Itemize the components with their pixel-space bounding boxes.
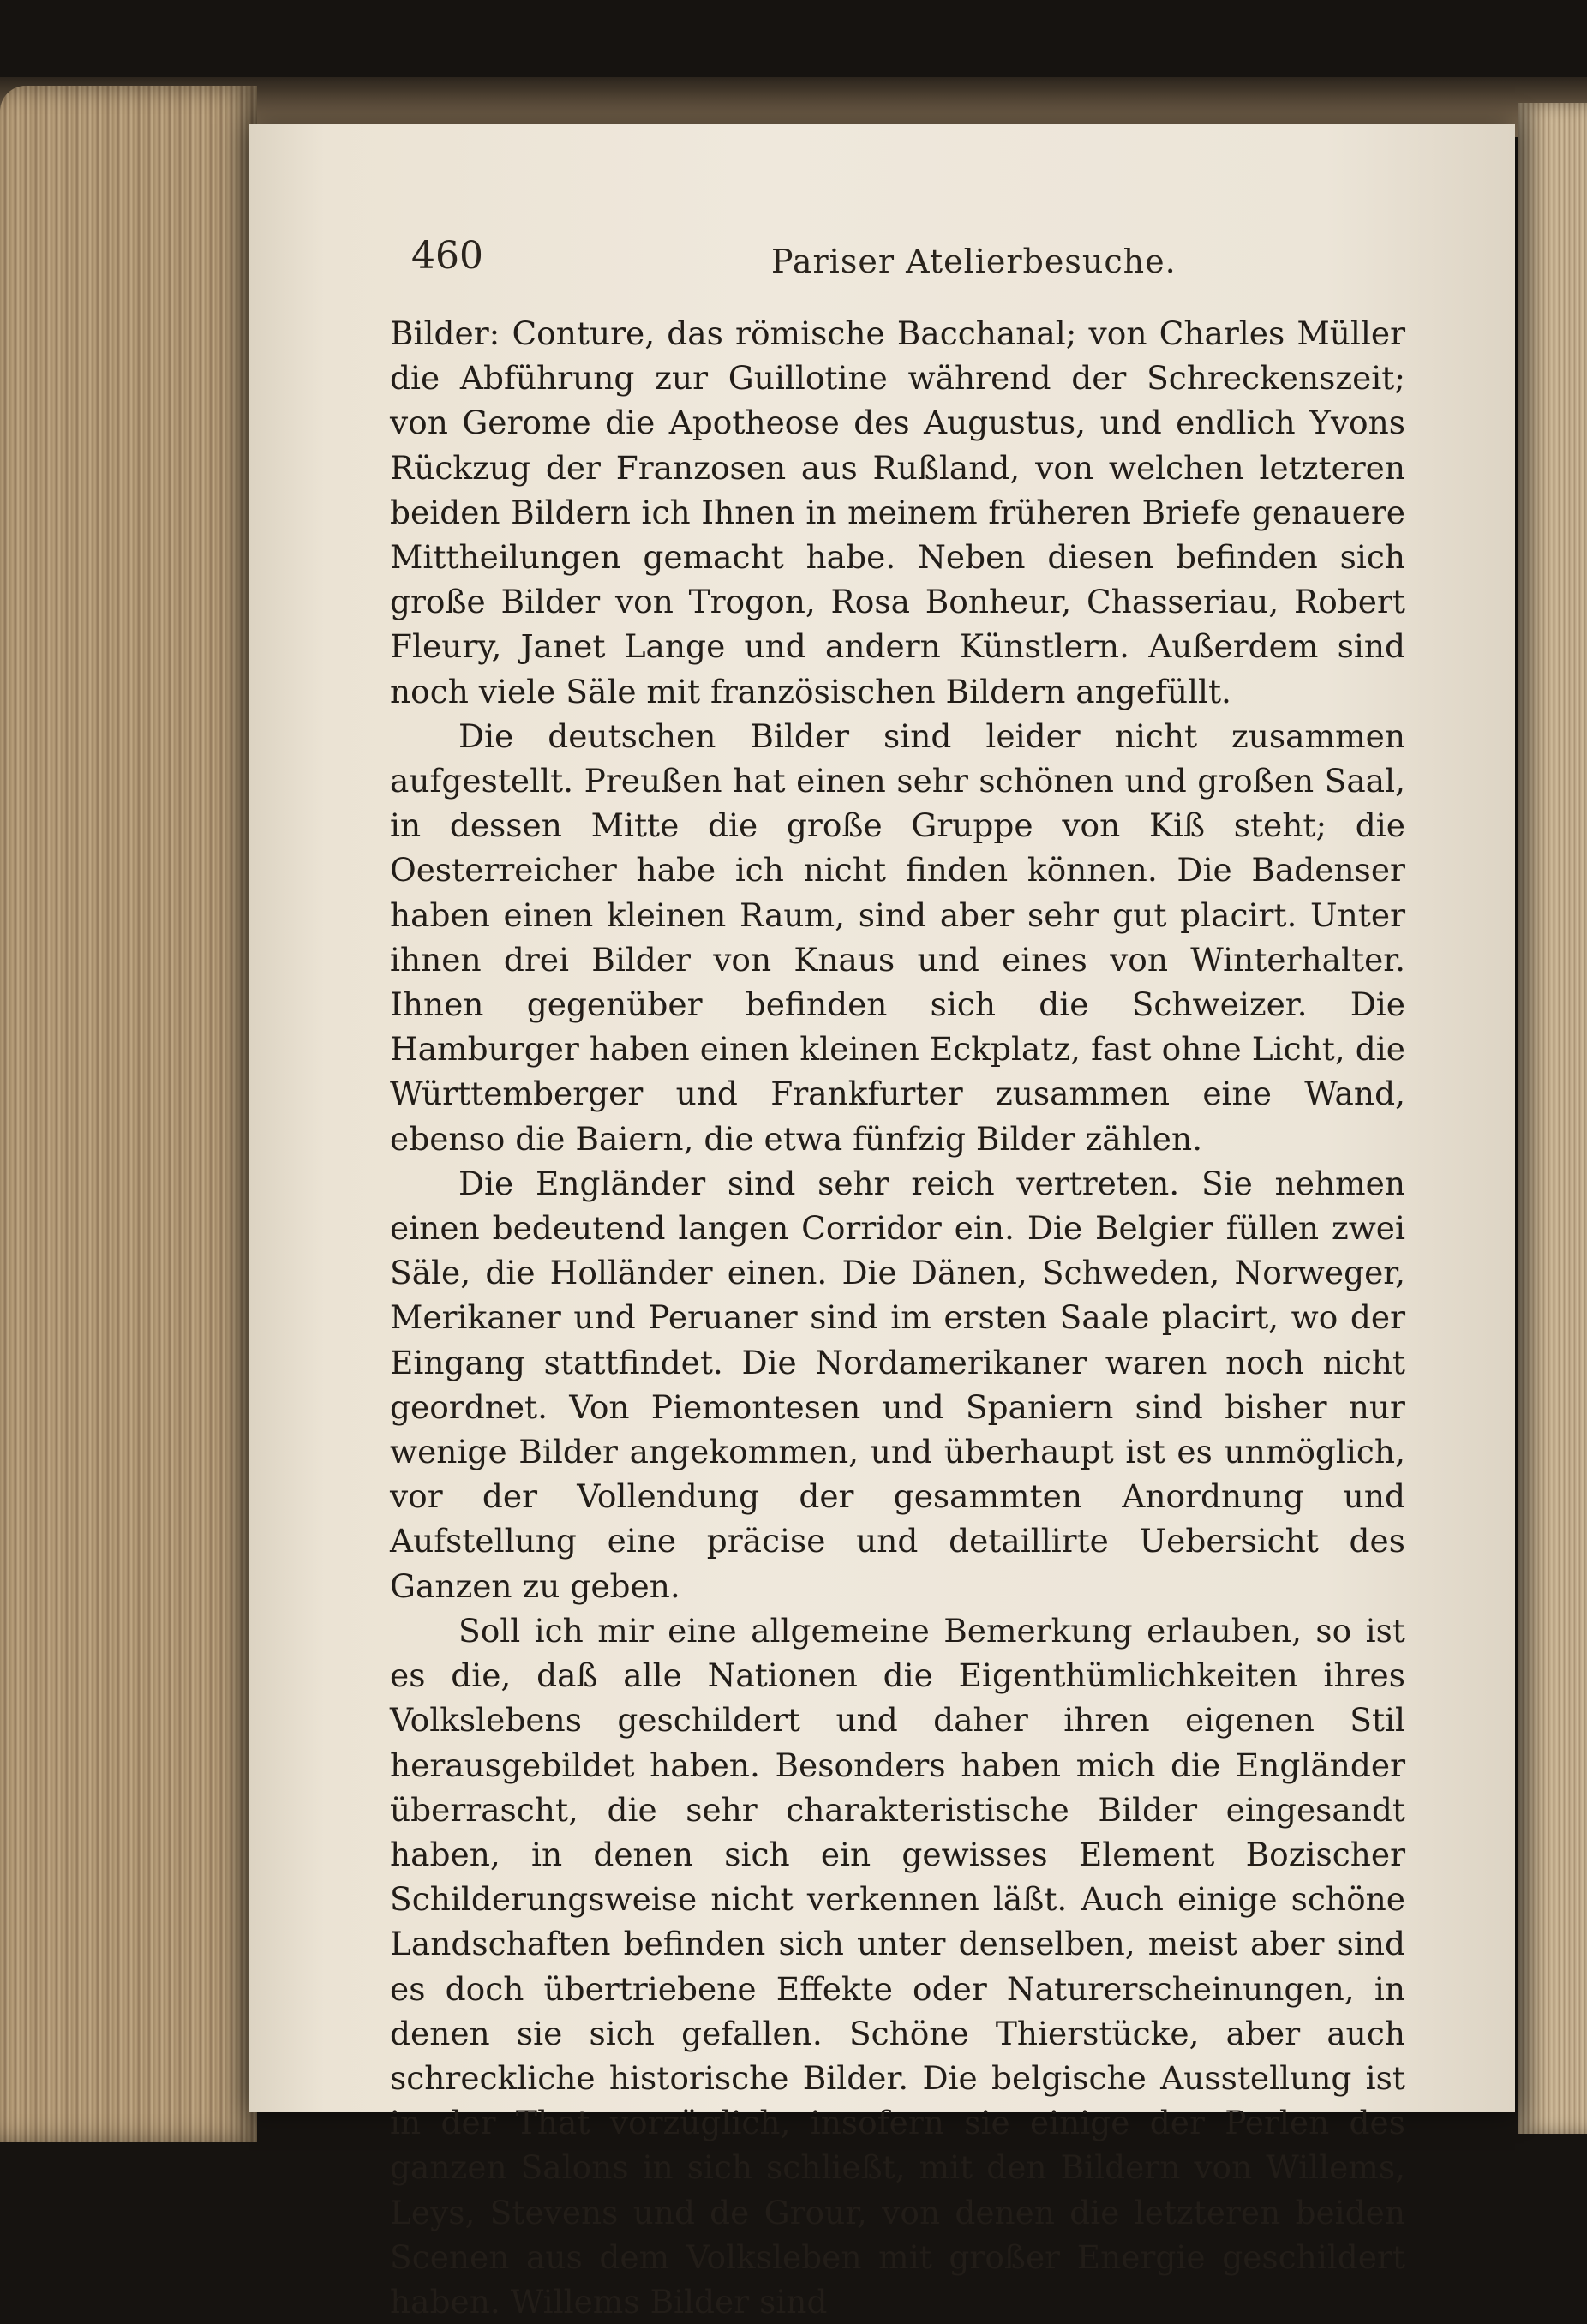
- paragraph: Die deutschen Bilder sind leider nicht zusammen aufgestellt. Preußen hat einen sehr schönen und großen Saal, in dessen Mitte die große Gruppe von Kiß steht; die Oesterreicher habe ich nicht finden können. Die Badenser haben einen kleinen Raum, sind aber sehr gut placirt. Unter ihnen drei Bilder von Knaus und eines von Winterhalter. Ihnen gegenüber befinden sich die Schweizer. Die Hamburger haben einen kleinen Eckplatz, fast ohne Licht, die Württemberger und Frankfurter zusammen eine Wand, ebenso die Baiern, die etwa fünfzig Bilder zählen.: [390, 716, 1405, 1158]
- book-page-edges-left: [0, 86, 257, 2142]
- paragraph: Bilder: Conture, das römische Bacchanal; von Charles Müller die Abführung zur Guillotine während der Schreckenszeit; von Gerome die Apotheose des Augustus, und endlich Yvons Rückzug der Franzosen aus Rußland, von welchen letzteren beiden Bildern ich Ihnen in meinem früheren Briefe genauere Mittheilungen gemacht habe. Neben diesen befinden sich große Bilder von Trogon, Rosa Bonheur, Chasseriau, Robert Fleury, Janet Lange und andern Künstlern. Außerdem sind noch viele Säle mit französischen Bildern angefüllt.: [390, 314, 1405, 710]
- page-number: 460: [411, 234, 483, 278]
- body-text: [390, 311, 1405, 2324]
- paragraph: Soll ich mir eine allgemeine Bemerkung erlauben, so ist es die, daß alle Nationen die Eigenthümlichkeiten ihres Volkslebens geschildert und daher ihren eigenen Stil herausgebildet haben. Besonders haben mich die Engländer überrascht, die sehr charakteristische Bilder eingesandt haben, in denen sich ein gewisses Element Bozischer Schilderungsweise nicht verkennen läßt. Auch einige schöne Landschaften befinden sich unter denselben, meist aber sind es doch übertriebene Effekte oder Naturerscheinungen, in denen sie sich gefallen. Schöne Thierstücke, aber auch schreckliche historische Bilder. Die belgische Ausstellung ist in der That vorzüglich, insofern sie einige der Perlen des ganzen Salons in sich schließt, mit den Bildern von Willems, Leys, Stevens und de Grour, von denen die letzteren beiden Scenen aus dem Volksleben mit großer Energie geschildert haben. Willems Bilder sind: [390, 1611, 1405, 2321]
- book-page-edges-right: [1518, 103, 1587, 2134]
- paragraph: Die Engländer sind sehr reich vertreten. Sie nehmen einen bedeutend langen Corridor ein. Die Belgier füllen zwei Säle, die Holländer einen. Die Dänen, Schweden, Norweger, Merikaner und Peruaner sind im ersten Saale placirt, wo der Eingang stattfindet. Die Nordamerikaner waren noch nicht geordnet. Von Piemontesen und Spaniern sind bisher nur wenige Bilder angekommen, und überhaupt ist es unmöglich, vor der Vollendung der gesammten Anordnung und Aufstellung eine präcise und detaillirte Uebersicht des Ganzen zu geben.: [390, 1164, 1405, 1605]
- running-title: Pariser Atelierbesuche.: [771, 243, 1177, 280]
- running-head: [411, 234, 1482, 294]
- book-page: [249, 124, 1515, 2321]
